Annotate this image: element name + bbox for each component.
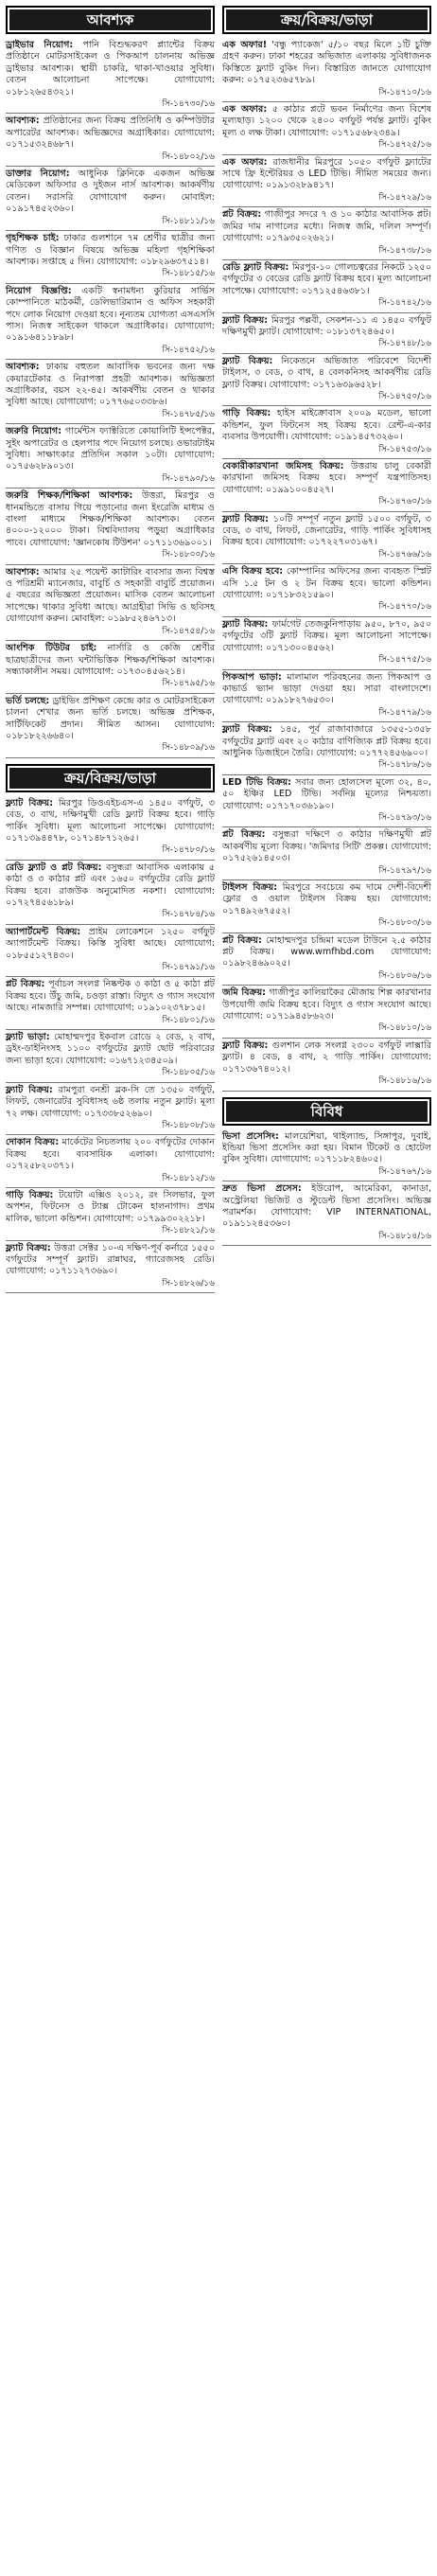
ad-body: মোহাম্মদপুর চন্দ্রিমা মডেল টাউনে ২.৫ কাঠার প্লট বিক্রয়। www.wmfhbd.com যোগাযোগ: ০১৯৮২৪৬৯০২৫। bbox=[222, 934, 432, 969]
ad-reference: সি-১৪৮০৯/১৬ bbox=[162, 743, 215, 754]
classified-ad bbox=[222, 313, 431, 354]
classified-ad bbox=[222, 617, 431, 670]
classified-ad bbox=[222, 512, 431, 565]
ad-lead: জরুরি শিক্ষক/শিক্ষিকা আবশ্যক: bbox=[6, 490, 133, 502]
ad-body: ড্রাইভিং প্রশিক্ষণ কেন্দ্রে কার ও মোটরসাইকেল চালনা শেখার জন্য ভর্তি চলছে। অভিজ্ঞ প্রশিক্ষক, সার্টিফিকেট প্রদান। সীমিত আসন। যোগাযোগ: ০১৮১৮২২৬৬৪০। bbox=[6, 695, 215, 741]
ad-body: মোহাম্মদপুর ইকবাল রোডে ২ বেড, ২ বাথ, ড্রইং-ডাইনিংসহ ১১০০ বর্গফুটের ফ্ল্যাট ছোট পরিবারের জন্য ভাড়া হবে। যোগাযোগ: ০১৬৭১২৩৪৫০৯। bbox=[6, 1032, 215, 1066]
ad-body: পানি বিশুদ্ধকরণ প্ল্যান্টের বিক্রয় প্রতিষ্ঠানে মোটরসাইকেল ও পিকআপ চালনায় অভিজ্ঞ ড্রাইভার আবশ্যক। স্থায়ী চাকরি, থাকা-খাওয়ার সুবিধা। বেতন আলোচনা সাপেক্ষে। যোগাযোগ: ০১৮১২৬৫৪৩২১। bbox=[6, 40, 215, 98]
ad-lead: দোকান বিক্রয়: bbox=[6, 1137, 60, 1148]
classified-ad bbox=[222, 670, 431, 723]
ad-reference: সি-১৪৭৭০/১৬ bbox=[378, 602, 431, 613]
ad-lead: ফ্ল্যাট বিক্রয়: bbox=[222, 724, 272, 736]
classified-ad bbox=[222, 1129, 431, 1182]
ad-reference: সি-১৪৮১০/১৬ bbox=[378, 1023, 431, 1034]
ad-lead: জরুরি নিয়োগ: bbox=[6, 426, 62, 437]
ad-reference: সি-১৪৭৬৬/১৬ bbox=[378, 549, 431, 560]
ad-body: ঢাকার গুলশানে ৭ম শ্রেণীর ছাত্রীর জন্য গণিত ও বিজ্ঞান বিষয়ে অভিজ্ঞ মহিলা গৃহশিক্ষিকা আবশ্যক। সপ্তাহে ৫ দিন। যোগাযোগ: ০১৮২৯৬৩৭৫১৪। bbox=[6, 233, 215, 267]
classified-ad bbox=[6, 1241, 215, 1294]
ad-lead: রেডি ফ্ল্যাট বিক্রয়: bbox=[222, 261, 289, 273]
ad-body: প্রাইম লোকেশনে ১২৫০ বর্গফুট অ্যাপার্টমেন্ট বিক্রয়। কিস্তি সুবিধা আছে। যোগাযোগ: ০১৮৫৫১২৭৪৩০। bbox=[6, 926, 215, 961]
ad-reference: সি-১৪৭৭৯/১৬ bbox=[378, 707, 431, 718]
ad-lead: দ্রুত ভিসা প্রসেস: bbox=[222, 1183, 302, 1195]
classified-ad bbox=[6, 925, 215, 978]
ad-reference: সি-১৪৮০০/১৬ bbox=[162, 550, 215, 560]
ad-lead: ফ্ল্যাট বিক্রয়: bbox=[222, 513, 269, 524]
ad-body: বসুন্ধরা দক্ষিণে ৩ কাঠার দক্ষিণমুখী প্লট আকর্ষণীয় মূল্যে বিক্রয়। 'জমিদার সিটি' প্রকল্প। যোগাযোগ: ০১৭৫২৬১৪৫০৩। bbox=[222, 829, 431, 864]
ad-body: উত্তরায় চালু বেকারী কারখানা জমিসহ বিক্রয় হবে। সম্পূর্ণ যন্ত্রপাতিসহ। যোগাযোগ: ০১৯৯১০০৪৫২৭। bbox=[222, 461, 431, 495]
classified-ad bbox=[222, 459, 431, 512]
ad-body: নার্সারি ও কেজি শ্রেণীর ছাত্রছাত্রীদের জন্য ঘন্টাভিত্তিক শিক্ষক/শিক্ষিকা আবশ্যক। সন্ধ্যাকালীন সময়। যোগাযোগ: ০১৭৩০৪৫৬২১৪। bbox=[6, 643, 216, 677]
classified-ad bbox=[6, 167, 215, 231]
classified-ad bbox=[6, 114, 215, 167]
ad-lead: ফ্ল্যাট বিক্রয়: bbox=[6, 797, 54, 808]
ad-body: আমার ২৫ পয়েন্ট ক্যাটারিং ব্যবসার জন্য বিশ্বস্ত ও পরিশ্রমী ম্যানেজার, বাবুর্চি ও সহকারী বাবুর্চি প্রয়োজন। ৫ বছরের অভিজ্ঞতা প্রয়োজন। মাসিক বেতন আলোচনা সাপেক্ষে। থাকার সুবিধা আছে। আগ্রহীরা সিভি ও ছবিসহ যোগাযোগ করুন। মোবাইল: ০১৯৮৫২৪৬৭১৩। bbox=[6, 566, 215, 625]
ad-lead: গাড়ি বিক্রয়: bbox=[222, 408, 271, 419]
ad-body: টয়োটা এক্সিও ২০১২, রং সিলভার, ফুল অপশন, ফিটনেস ও ট্যাক্স টোকেন হালনাগাদ। প্রথম মালিক, ভালো কন্ডিশন। যোগাযোগ: ০১৭৯৯৩০২২১৮। bbox=[6, 1189, 215, 1224]
ad-lead: প্লট বিক্রয়: bbox=[222, 934, 262, 946]
ad-body: ৫ কাঠার প্লটে ভবন নির্মাণের জন্য বিশেষ মূল্যছাড়। ১২০০ থেকে ২৪০০ বর্গফুট পর্যন্ত ফ্ল্যাট। বুকিং মূল্য ৩ লক্ষ টাকা। যোগাযোগ: ০১৭১৫৬৮২৩৪৯। bbox=[222, 104, 431, 138]
ad-reference: সি-১৪৮০৫/১৬ bbox=[162, 1068, 215, 1078]
ad-body: গাজীপুর সদরে ৭ ও ১০ কাঠার আবাসিক প্লট। জমির দাম নাগালের মধ্যে। নিজস্ব জমি, দলিল সম্পূর্ণ। যোগাযোগ: ০১৭৯৩৫০২৬২১। bbox=[222, 209, 431, 244]
classified-ad bbox=[6, 38, 215, 114]
classified-ad bbox=[6, 360, 215, 424]
ad-lead: এক অফার: bbox=[222, 156, 268, 168]
classified-ad bbox=[6, 694, 215, 758]
ad-reference: সি-১৪৭৮৪/১৬ bbox=[162, 910, 215, 920]
ad-body: মালামাল পরিবহনের জন্য পিকআপ ও কাভার্ড ভ্যান ভাড়া দেওয়া হয়। সারা বাংলাদেশে। যোগাযোগ: ০১৯১৮২৭৬৫৩০। bbox=[222, 671, 432, 706]
ad-reference: সি-১৪৮০১/১৬ bbox=[162, 1015, 215, 1025]
classified-ad bbox=[222, 406, 431, 459]
ad-lead: বেকারীকারখানা জমিসহ বিক্রয়: bbox=[222, 461, 344, 471]
classified-ad bbox=[6, 641, 215, 694]
ad-body: ইউরোপ, আমেরিকা, কানাডা, অস্ট্রেলিয়া ভিজিট ও স্টুডেন্ট ভিসা প্রসেসিং। অভিজ্ঞ পরামর্শক। যোগাযোগ: VIP INTERNATIONAL, ০১৯১১২৪৫৩৬০। bbox=[222, 1183, 431, 1230]
ad-body: ১০টি সম্পূর্ণ নতুন ফ্ল্যাট ১৫০০ বর্গফুট, ৩ বেড, ৩ বাথ, লিফট, জেনারেটর, গাড়ি পার্কিং সুবিধাসহ বিক্রয় হবে। যোগাযোগ: ০১৭২২৭০৩১৬৭। bbox=[222, 513, 431, 548]
ad-reference: সি-১৪৭৮৫/১৬ bbox=[162, 409, 215, 419]
classified-ad bbox=[6, 861, 215, 925]
ad-lead: ফ্ল্যাট বিক্রয়: bbox=[222, 355, 273, 366]
classified-ad bbox=[222, 207, 431, 260]
section-header-aboshyok: আবশ্যক bbox=[6, 6, 215, 34]
ad-lead: পিকআপ ভাড়া: bbox=[222, 671, 282, 683]
ad-reference: সি-১৪৭৯১/১৬ bbox=[162, 963, 215, 973]
ad-body: মিরপুর ডিওএইচএস-এ ১৪৫০ বর্গফুট, ৩ বেড, ৩ বাথ, দক্ষিণমুখী রেডি ফ্ল্যাট বিক্রয় হবে। গাড়ি পার্কিং সুবিধা। মূল্য আলোচনা সাপেক্ষে। যোগাযোগ: ০১৭১৩৯৪৪৭৮, ০১৭১৪৮৭১২৬৫। bbox=[6, 797, 215, 844]
ad-reference: সি-১৪৭৫২/১৬ bbox=[162, 345, 215, 355]
ad-list-kroy-right bbox=[222, 38, 431, 1092]
ad-reference: সি-১৪৭৯৫/১৬ bbox=[162, 679, 215, 689]
ad-body: প্রতিষ্ঠানের জন্য বিক্রয় প্রতিনিধি ও কম্পিউটার অপারেটর আবশ্যক। অভিজ্ঞদের অগ্রাধিকার। যোগাযোগ: ০১৭১৫৩২৪৬৮৭। bbox=[6, 115, 215, 151]
ad-body: ফার্মগেট তেজকুনিপাড়ায় ৯৫০, ৮৭০, ৯৫০ বর্গফুটের ৩টি ফ্ল্যাট বিক্রয়। মূল্য আলোচনা সাপেক্ষে। যোগাযোগ: ০১৭১৩০০৪৫৬২। bbox=[222, 618, 431, 653]
ad-reference: সি-১৪৭৯৭/১৬ bbox=[378, 865, 431, 876]
ad-reference: সি-১৪৭৮০/১৬ bbox=[162, 845, 215, 856]
ad-reference: সি-১৪৭১০/১৬ bbox=[378, 87, 431, 98]
classified-ad bbox=[6, 1188, 215, 1241]
ad-list-kroy-left bbox=[6, 796, 215, 1293]
ad-list-aboshyok bbox=[6, 38, 215, 758]
ad-lead: ফ্ল্যাট বিক্রয়: bbox=[222, 314, 269, 326]
ad-lead: ফ্ল্যাট বিক্রয়: bbox=[6, 1084, 53, 1095]
ad-lead: আবশ্যক: bbox=[6, 566, 40, 577]
ad-reference: সি-১৪৮২৬/১৬ bbox=[162, 1278, 215, 1288]
ad-reference: সি-১৪৭৫৪/১৬ bbox=[162, 626, 215, 636]
ad-reference: সি-১৪৮১২/১৬ bbox=[162, 1173, 215, 1183]
classified-ad bbox=[6, 565, 215, 641]
classified-ad bbox=[222, 354, 431, 407]
classified-ad bbox=[222, 102, 431, 155]
ad-reference: সি-১৪৭৩০/১৬ bbox=[162, 99, 215, 110]
section-header-kroy-right: ক্রয়/বিক্রয়/ভাড়া bbox=[222, 6, 431, 34]
classified-ad bbox=[222, 880, 431, 933]
ad-body: ১৪৫, পূর্ব রাজাবাজারে ১৩৫৫-১৩৫৮ বর্গফুটের ফ্ল্যাট এবং ২০ কাঠার বাণিজ্যিক প্লট বিক্রয় হবে। আধুনিক ডিজাইনে তৈরি। যোগাযোগ: ০১৭৭২৪৫৬৯০০। bbox=[222, 724, 431, 758]
ad-body: গাজীপুর কালিয়াকৈর মৌজায় শিল্প কারখানার উপযোগী জমি বিক্রয় হবে। বিদ্যুৎ ও গ্যাস সংযোগ আছে। যোগাযোগ: ০১৭১৯৪৫৮৬২৩। bbox=[222, 987, 431, 1022]
classified-ad bbox=[222, 986, 431, 1039]
ad-lead: রেডি ফ্ল্যাট ও প্লট বিক্রয়: bbox=[6, 862, 102, 873]
classified-ad bbox=[6, 1030, 215, 1083]
ad-reference: সি-১৪৮০২/১৬ bbox=[162, 151, 215, 162]
ad-lead: এক অফার! bbox=[222, 40, 268, 50]
ad-reference: সি-১৪৭৯০/১৬ bbox=[162, 473, 215, 484]
ad-lead: এক অফার: bbox=[222, 104, 268, 115]
ad-lead: প্লট বিক্রয়: bbox=[6, 979, 45, 990]
ad-lead: প্লট বিক্রয়: bbox=[222, 209, 262, 221]
ad-reference: সি-১৪৭২৫/১৬ bbox=[378, 140, 431, 151]
ad-body: গার্মেন্টস ফ্যাক্টরিতে কোয়ালিটি ইন্সপেক্টর, সুইং অপারেটর ও হেলপার পদে নিয়োগ চলছে। ওভারটাইম সুবিধা। সাক্ষাৎকার প্রতিদিন সকাল ১০টা। যোগাযোগ: ০১৭৫৬২৮৯০১৩। bbox=[6, 426, 215, 472]
ad-body: গুলশান লেক সংলগ্ন ২৩০০ বর্গফুট লাক্সারি ফ্ল্যাট। ৪ বেড, ৪ বাথ, ২ গাড়ি পার্কিং। যোগাযোগ: ০১৭১৩৬৭৪০১২। bbox=[222, 1039, 431, 1075]
classified-ad bbox=[6, 424, 215, 489]
ad-lead: আবশ্যক: bbox=[6, 115, 40, 127]
ad-lead: আবশ্যক: bbox=[6, 362, 40, 373]
ad-lead: অ্যাপার্টমেন্ট বিক্রয়: bbox=[6, 926, 81, 937]
ad-reference: সি-১৪৮২১/১৬ bbox=[162, 1226, 215, 1236]
ad-reference: সি-১৪৮১৬/১৬ bbox=[378, 1076, 431, 1087]
ad-body: নিকেতনে অভিজাত পরিবেশে বিদেশী টাইলস, ৩ বেড, ৩ বাথ, ৪ বেলকনিসহ আকর্ষণীয় রেডি ফ্ল্যাট বিক্রয়। যোগাযোগ: ০১৭১৬৩৯৬৫২৮। bbox=[222, 355, 431, 390]
ad-lead: ড্রাইভার নিয়োগ: bbox=[6, 40, 74, 50]
classified-ad bbox=[222, 722, 431, 775]
ad-body: একটি স্বনামধন্য কুরিয়ার সার্ভিস কোম্পানিতে মাঠকর্মী, ডেলিভারিম্যান ও অফিস সহকারী পদে লোক নিয়োগ দেওয়া হবে। নূন্যতম যোগ্যতা এসএসসি পাস। নিজস্ব সাইকেল থাকলে অগ্রাধিকার। যোগাযোগ: ০১৯১৬৪১১৮৯৮। bbox=[6, 285, 215, 344]
classified-ad bbox=[6, 796, 215, 861]
ad-body: মার্কেটের নিচতলায় ২০০ বর্গফুটের দোকান বিক্রয় হবে। ব্যবসায়িক এলাকা। যোগাযোগ: ০১৭২৫৮২০৩৭১। bbox=[6, 1137, 215, 1172]
left-column bbox=[6, 6, 215, 2576]
ad-body: 'বন্ধু প্যাকেজ' ৫/১০ বছর মিলে ১টি চুক্তি গ্রহণ করুন। ঢাকা শহরের অভিজাত এলাকায় সুবিধাজনক কিস্তিতে ফ্ল্যাট বুকিং দিন। বিস্তারিত জানতে যোগাযোগ করুন: ০১৭৫২৩৬৫৭৮৯। bbox=[222, 40, 431, 86]
ad-lead: ভর্তি চলছে: bbox=[6, 695, 50, 706]
ad-body: সবার জন্য হোলসেল মূল্যে ৩২, ৪০, ৫০ ইঞ্চির LED টিভি। সর্বনিম্ন মূল্যের নিশ্চয়তা। যোগাযোগ: ০১৭১৭০৩৬১৯০। bbox=[222, 776, 431, 811]
ad-body: মিরপুর পল্লবী, সেকশন-১১ এ ১৪৫০ বর্গফুট দক্ষিণমুখী ফ্ল্যাট। যোগাযোগ: ০১৮১৩৭২৪৬৫০। bbox=[222, 314, 431, 337]
section-header-bibidho: বিবিধ bbox=[222, 1097, 431, 1126]
ad-body: আধুনিক ক্লিনিকে একজন অভিজ্ঞ মেডিকেল অফিসার ও দুইজন নার্স আবশ্যক। আকর্ষণীয় বেতন। সরাসরি যোগাযোগ করুন। মোবাইল: ০১৯১৭৪৫২৩৬০। bbox=[6, 169, 215, 215]
ad-lead: ভিসা প্রসেসিং: bbox=[222, 1130, 279, 1142]
section-header-kroy-left: ক্রয়/বিক্রয়/ভাড়া bbox=[6, 764, 215, 792]
ad-reference: সি-১৪৭৫৩/১৬ bbox=[378, 444, 431, 454]
classified-ad bbox=[222, 1039, 431, 1092]
classified-ad bbox=[222, 1181, 431, 1246]
ad-body: বসুন্ধরা আবাসিক এলাকায় ৫ কাঠা ও ৩ কাঠার প্লট এবং ১৬৫০ বর্গফুটের রেডি ফ্ল্যাট বিক্রয় হবে। রাজউক অনুমোদিত নকশা। যোগাযোগ: ০১৭২৭৪৫৬১৮৯। bbox=[6, 862, 215, 908]
classified-ad bbox=[6, 1135, 215, 1188]
classified-ad bbox=[222, 38, 431, 102]
ad-reference: সি-১৪৮০৬/১৬ bbox=[378, 970, 431, 981]
classified-ad bbox=[6, 977, 215, 1030]
ad-reference: সি-১৪৮১১/১৬ bbox=[162, 216, 215, 226]
ad-lead: গাড়ি বিক্রয়: bbox=[6, 1189, 54, 1200]
classified-ad bbox=[222, 933, 431, 986]
ad-body: উত্তরা সেক্টর ১০-এ দক্ষিণ-পূর্ব কর্নারে ১৫৫০ বর্গফুটের সম্পূর্ণ ফ্ল্যাট। রান্নাঘর, গ্যারেজসহ রেডি। যোগাযোগ: ০১৭১১২৭৩৬৯০। bbox=[6, 1242, 215, 1277]
ad-body: মিরপুরে সবচেয়ে কম দামে দেশী-বিদেশী ফ্লোর ও ওয়াল টাইলস বিক্রয় হয়। যোগাযোগ: ০১৭৪৯২৬৭৫৫২। bbox=[222, 882, 431, 916]
ad-reference: সি-১৪৮১৫/১৬ bbox=[162, 269, 215, 279]
ad-lead: ফ্ল্যাট ভাড়া: bbox=[6, 1032, 50, 1043]
ad-lead: প্লট বিক্রয়: bbox=[222, 829, 266, 841]
ad-reference: সি-১৪৭৪৮/১৬ bbox=[378, 339, 431, 349]
classified-ad bbox=[222, 775, 431, 828]
ad-lead: জমি বিক্রয়: bbox=[222, 987, 266, 999]
ad-lead: ফ্ল্যাট বিক্রয়: bbox=[222, 618, 269, 630]
classified-ad bbox=[6, 284, 215, 360]
ad-lead: আংশিক টিউটর চাই: bbox=[6, 643, 97, 654]
ad-body: ঢাকায় বহুতল আবাসিক ভবনের জন্য দক্ষ কেয়ারটেকার ও নিরাপত্তা প্রহরী আবশ্যক। অভিজ্ঞতা অগ্রাধিকার, বয়স ২২-৪৫। আকর্ষণীয় বেতন ও থাকার সুবিধা আছে। যোগাযোগ: ০১৭৭৬৫০৩৩৮৬। bbox=[6, 362, 215, 408]
right-column bbox=[222, 6, 431, 2576]
ad-lead: টাইলস বিক্রয়: bbox=[222, 882, 278, 893]
ad-body: উত্তরা, মিরপুর ও ধানমন্ডিতে বাসায় গিয়ে পড়ানোর জন্য ইংরেজি মাধ্যম ও বাংলা মাধ্যমে শিক্ষক/শিক্ষিকা আবশ্যক। বেতন ৪০০০-১২০০০ টাকা। বিশ্ববিদ্যালয় পড়ুয়া অগ্রাধিকার পাবে। যোগাযোগ: 'জ্ঞানকোষ টিউশন' ০১৭১১৩৬৯০০১। bbox=[6, 490, 215, 548]
ad-lead: এসি বিক্রয় হবে: bbox=[222, 566, 284, 577]
classified-ad bbox=[6, 1083, 215, 1136]
classified-ad bbox=[6, 231, 215, 284]
ad-reference: সি-১৪৭৪২/১৬ bbox=[378, 298, 431, 309]
ad-lead: নিয়োগ বিজ্ঞপ্তি: bbox=[6, 285, 72, 296]
ad-lead: গৃহশিক্ষক চাই: bbox=[6, 233, 60, 244]
ad-reference: সি-১৪৭৩৮/১৬ bbox=[378, 245, 431, 256]
ad-lead: LED টিভি বিক্রয়: bbox=[222, 776, 291, 788]
classified-ad bbox=[222, 155, 431, 208]
ad-reference: সি-১৪৮০৩/১৬ bbox=[378, 918, 431, 929]
ad-body: পূর্বাচল সংলগ্ন নিষ্কণ্টক ৩ কাঠা ও ৫ কাঠা প্লট বিক্রয় হবে। উঁচু জমি, চওড়া রাস্তা। বিদ্যুৎ ও গ্যাস সংযোগ আছে। নামজারি সম্পন্ন। যোগাযোগ: ০১৯১০২৩৭৮১৫। bbox=[6, 979, 215, 1014]
ad-reference: সি-১৪৭৫০/১৬ bbox=[378, 391, 431, 401]
ad-lead: ডাক্তার নিয়োগ: bbox=[6, 169, 70, 180]
ad-reference: সি-১৪৭৯৩/১৬ bbox=[378, 812, 431, 823]
ad-list-bibidho bbox=[222, 1129, 431, 1247]
classified-ad bbox=[222, 827, 431, 880]
classified-ad bbox=[6, 489, 215, 564]
ad-lead: ফ্ল্যাট বিক্রয়: bbox=[222, 1039, 269, 1051]
classified-ad bbox=[222, 260, 431, 313]
ad-reference: সি-১৪৭২৯/১৬ bbox=[378, 192, 431, 203]
ad-body: রামপুরা বনশ্রী ব্লক-সি তে ১৩৫০ বর্গফুট, লিফট, জেনারেটর সুবিধাসহ ৬ষ্ঠ তলায় নতুন ফ্ল্যাট। মূল্য ৭২ লক্ষ। যোগাযোগ: ০১৭৩৩৮৫২৬৯০। bbox=[6, 1084, 215, 1119]
ad-body: হাইস মাইক্রোবাস ২০০৯ মডেল, ভালো কন্ডিশন, ফুল ফিটনেস সহ বিক্রয় হবে। রেন্ট-এ-কার ব্যবসার উপযোগী। যোগাযোগ: ০১৯১৪৫৭৩২৬০। bbox=[222, 408, 431, 443]
ad-reference: সি-১৪৮০৮/১৬ bbox=[162, 1120, 215, 1130]
ad-body: মালয়েশিয়া, থাইল্যান্ড, সিঙ্গাপুর, দুবাই, ইন্ডিয়া ভিসা প্রসেসিং করা হয়। বিমান টিকেট ও হোটেল বুকিং সুবিধা। যোগাযোগ: ০১৭১১৮২৪৬০৫। bbox=[222, 1130, 431, 1165]
ad-body: কোম্পানির অফিসের জন্য ব্যবহৃত স্প্লিট এসি ১.৫ টন ও ২ টন বিক্রয় হবে। ভালো কন্ডিশন। যোগাযোগ: ০১৭১৮৩২১৫৯০। bbox=[222, 566, 431, 601]
ad-lead: ফ্ল্যাট বিক্রয়: bbox=[6, 1242, 51, 1253]
ad-body: রাজধানীর মিরপুরে ১০৫০ বর্গফুট ফ্ল্যাটের সাথে ফ্রি ইন্টেরিয়র ও LED টিভি। সীমিত সময়ের জন্য। যোগাযোগ: ০১৯১৩২৮৯৪১৭। bbox=[222, 156, 431, 191]
ad-reference: সি-১৪৭৭৫/১৬ bbox=[378, 655, 431, 666]
classified-ad bbox=[222, 564, 431, 617]
ad-body: মিরপুর-১০ গোলচত্বরের নিকটে ১২৫০ বর্গফুটের ৩ বেডের রেডি ফ্ল্যাট বিক্রয় হবে। মূল্য আলোচনা সাপেক্ষে। যোগাযোগ: ০১৭১২৫৪৬৩৮১। bbox=[222, 261, 431, 296]
ad-reference: সি-১৪৮১৪/১৬ bbox=[378, 1231, 431, 1241]
ad-reference: সি-১৪৭৬০/১৬ bbox=[378, 497, 431, 507]
ad-reference: সি-১৪৭৬৭/১৬ bbox=[378, 1166, 431, 1177]
ad-reference: সি-১৪৭৮৬/১৬ bbox=[378, 760, 431, 771]
